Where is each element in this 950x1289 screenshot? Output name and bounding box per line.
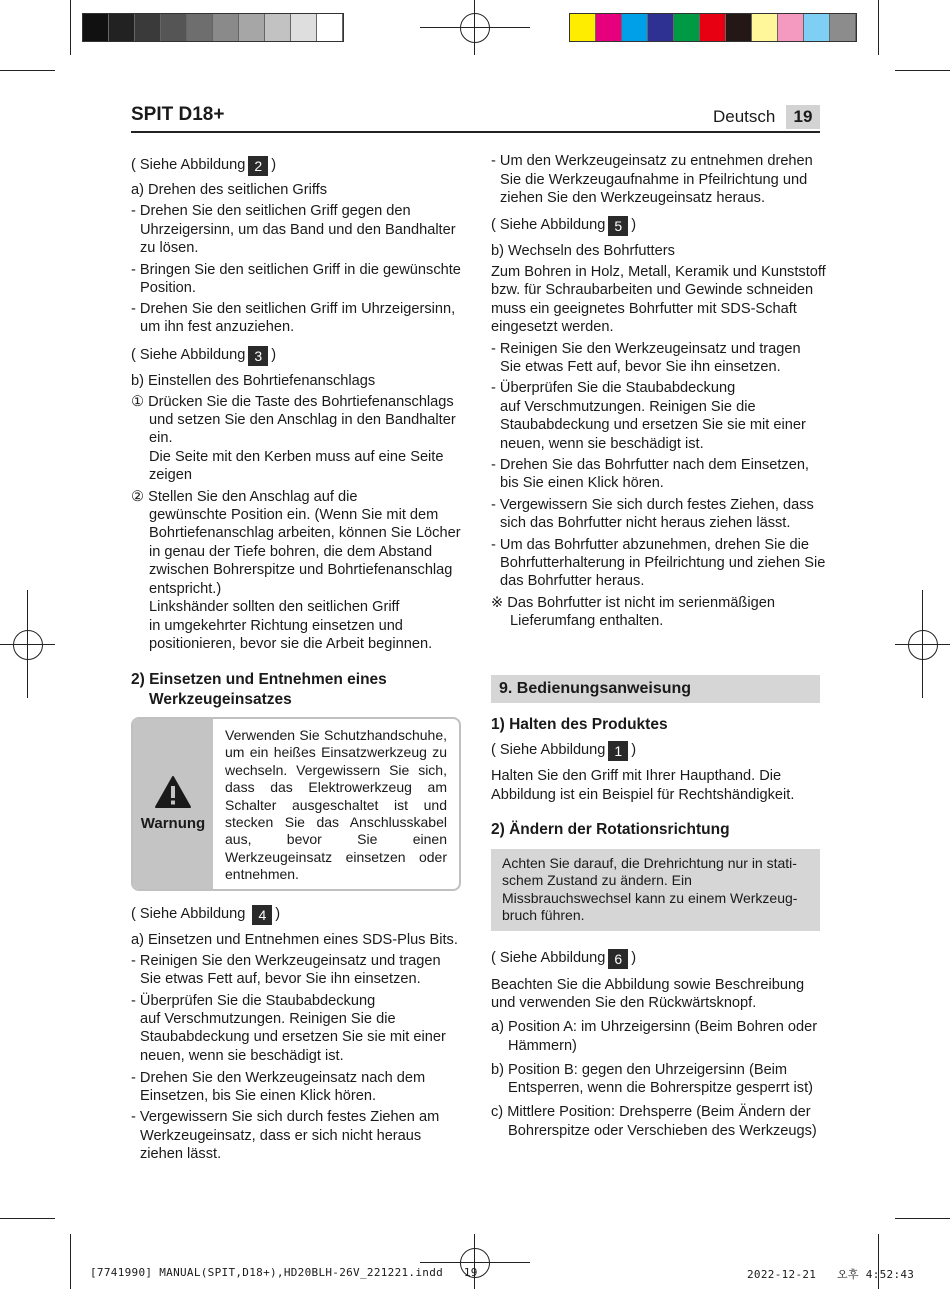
instruction-line: ② Stellen Sie den Anschlag auf die [131, 489, 358, 505]
instruction-line: bis Sie einen Klick hören. [500, 475, 664, 491]
instruction-line: Sie etwas Fett auf, bevor Sie ihn einsetzen. [140, 971, 421, 987]
subsection-title: a) Drehen des seitlichen Griffs [131, 182, 328, 198]
instruction-line: neuen, wenn sie beschädigt ist. [140, 1048, 344, 1064]
instruction-line: zeigen [149, 467, 193, 483]
color-swatch [596, 14, 622, 41]
instruction-line: ein. [149, 430, 173, 446]
warning-label: Warnung [140, 815, 206, 832]
subsection-title: b) Wechseln des Bohrfutters [491, 243, 675, 259]
instruction-line: zwischen Bohrerspitze und Bohrtiefenanschlag [149, 562, 453, 578]
color-swatch [778, 14, 804, 41]
color-swatch [570, 14, 596, 41]
color-swatch [622, 14, 648, 41]
crop-mark [895, 1218, 950, 1219]
body-line: Halten Sie den Griff mit Ihrer Haupthand. Die [491, 768, 782, 784]
section-bar-9 [491, 675, 820, 703]
figure-reference-1: ( Siehe Abbildung 1 ) [491, 742, 637, 759]
section-heading: 2) Einsetzen und Entnehmen eines [131, 671, 387, 688]
instruction-line: Staubabdeckung und ersetzen Sie sie mit einer [140, 1029, 446, 1045]
color-swatch-bar [569, 13, 857, 42]
instruction-line: um ihn fest anzuziehen. [140, 319, 295, 335]
color-swatch [726, 14, 752, 41]
section-heading: 1) Halten des Produktes [491, 716, 668, 733]
crop-mark [70, 1234, 71, 1289]
instruction-line: Staubabdeckung und ersetzen Sie sie mit einer [500, 417, 806, 433]
note-line: Lieferumfang enthalten. [510, 613, 664, 629]
instruction-line: - Überprüfen Sie die Staubabdeckung [131, 993, 376, 1009]
instruction-line: ziehen lässt. [140, 1146, 222, 1162]
instruction-line: und setzen Sie den Anschlag in den Bandhalter [149, 412, 456, 428]
crop-mark [0, 1218, 55, 1219]
instruction-line: - Drehen Sie das Bohrfutter nach dem Einsetzen, [491, 457, 809, 473]
instruction-line: ziehen Sie den Werkzeugeinsatz heraus. [500, 190, 766, 206]
instruction-line: Position. [140, 280, 196, 296]
crop-mark [878, 0, 879, 55]
instruction-line: - Reinigen Sie den Werkzeugeinsatz und tragen [491, 341, 801, 357]
instruction-line: auf Verschmutzungen. Reinigen Sie die [140, 1011, 396, 1027]
instruction-line: zu lösen. [140, 240, 199, 256]
instruction-line: Linkshänder sollten den seitlichen Griff [149, 599, 400, 615]
instruction-line: gewünschte Position ein. (Wenn Sie mit dem [149, 507, 439, 523]
crop-mark [70, 0, 71, 55]
body-line: Abbildung ist ein Beispiel für Rechtshändigkeit. [491, 787, 795, 803]
instruction-line: ① Drücken Sie die Taste des Bohrtiefenanschlags [131, 394, 454, 410]
instruction-line: - Überprüfen Sie die Staubabdeckung [491, 380, 736, 396]
instruction-line: - Drehen Sie den Werkzeugeinsatz nach dem [131, 1070, 426, 1086]
color-swatch [83, 14, 109, 41]
body-line: Zum Bohren in Holz, Metall, Keramik und Kunststoff [491, 264, 826, 280]
color-swatch [135, 14, 161, 41]
note-text: Achten Sie darauf, die Drehrichtung nur in stati-schem Zustand zu ändern. Ein Missbrauchswechsel kann zu einem Werkzeug-bruch führen. [502, 855, 798, 924]
instruction-line: Sie die Werkzeugaufnahme in Pfeilrichtung und [500, 172, 808, 188]
color-swatch [700, 14, 726, 41]
subsection-title: a) Einsetzen und Entnehmen eines SDS-Plus Bits. [131, 932, 458, 948]
body-line: Beachten Sie die Abbildung sowie Beschreibung [491, 977, 805, 993]
color-swatch [161, 14, 187, 41]
instruction-line: - Um das Bohrfutter abzunehmen, drehen Sie die [491, 537, 809, 553]
instruction-line: Werkzeugeinsatz, dass er sich nicht heraus [140, 1128, 422, 1144]
figure-reference-3: ( Siehe Abbildung 3 ) [131, 347, 277, 364]
list-item: Entsperren, wenn die Bohrerspitze gesperrt ist) [508, 1080, 813, 1096]
color-swatch [265, 14, 291, 41]
crop-mark [895, 70, 950, 71]
color-swatch [674, 14, 700, 41]
color-swatch [109, 14, 135, 41]
instruction-line: - Reinigen Sie den Werkzeugeinsatz und tragen [131, 953, 441, 969]
instruction-line: sich das Bohrfutter nicht heraus ziehen lässt. [500, 515, 791, 531]
body-line: eingesetzt werden. [491, 319, 614, 335]
body-line: bzw. für Schraubarbeiten und Gewinde schneiden [491, 282, 814, 298]
registration-mark [908, 630, 938, 660]
figure-reference-6: ( Siehe Abbildung 6 ) [491, 950, 637, 967]
warning-text: Verwenden Sie Schutzhandschuhe, um ein heißes Einsatzwerkzeug zu wechseln. Vergewissern Sie sich, dass das Elektrowerkzeug am Schalter ausgeschaltet ist und stecken Sie das Anschlusskabel aus, bevor Sie einen Werkzeugeinsatz einsetzen oder entnehmen. [225, 727, 447, 883]
instruction-line: - Vergewissern Sie sich durch festes Ziehen am [131, 1109, 440, 1125]
brand-title: SPIT D18+ [131, 104, 225, 125]
note-line: ※ Das Bohrfutter ist nicht im serienmäßigen [491, 595, 775, 611]
figure-reference-5: ( Siehe Abbildung 5 ) [491, 217, 637, 234]
warning-triangle-icon [154, 775, 192, 809]
color-swatch [291, 14, 317, 41]
section-title: 9. Bedienungsanweisung [499, 680, 692, 697]
footer-datetime: 2022-12-21 오후 4:52:43 [747, 1268, 915, 1281]
instruction-line: auf Verschmutzungen. Reinigen Sie die [500, 399, 756, 415]
footer-file-info: [7741990] MANUAL(SPIT,D18+),HD20BLH-26V_221221.indd 19 [90, 1266, 478, 1279]
warning-sidebar [133, 719, 213, 889]
instruction-line: Die Seite mit den Kerben muss auf eine Seite [149, 449, 444, 465]
warning-box [131, 717, 461, 891]
body-line: und verwenden Sie den Rückwärtsknopf. [491, 995, 757, 1011]
list-item: b) Position B: gegen den Uhrzeigersinn (Beim [491, 1062, 788, 1078]
color-swatch [804, 14, 830, 41]
grayscale-swatch-bar [82, 13, 344, 42]
crop-mark [0, 70, 55, 71]
instruction-line: - Um den Werkzeugeinsatz zu entnehmen drehen [491, 153, 813, 169]
instruction-line: neuen, wenn sie beschädigt ist. [500, 436, 704, 452]
instruction-line: Uhrzeigersinn, um das Band und den Bandhalter [140, 222, 456, 238]
list-item: c) Mittlere Position: Drehsperre (Beim Ändern der [491, 1104, 811, 1120]
instruction-line: positionieren, bevor sie die Arbeit beginnen. [149, 636, 433, 652]
instruction-line: Einsetzen, bis Sie einen Klick hören. [140, 1088, 377, 1104]
instruction-line: - Bringen Sie den seitlichen Griff in die gewünschte [131, 262, 461, 278]
list-item: a) Position A: im Uhrzeigersinn (Beim Bohren oder [491, 1019, 818, 1035]
registration-mark [460, 13, 490, 43]
color-swatch [317, 14, 343, 41]
instruction-line: Bohrfutterhalterung in Pfeilrichtung und ziehen Sie [500, 555, 826, 571]
list-item: Hämmern) [508, 1038, 577, 1054]
instruction-line: in umgekehrter Richtung einsetzen und [149, 618, 403, 634]
registration-mark [13, 630, 43, 660]
instruction-line: Bohrtiefenanschlag arbeiten, können Sie Löcher [149, 525, 461, 541]
instruction-line: - Drehen Sie den seitlichen Griff gegen den [131, 203, 411, 219]
color-swatch [213, 14, 239, 41]
instruction-line: in genau der Tiefe bohren, die dem Abstand [149, 544, 433, 560]
color-swatch [752, 14, 778, 41]
instruction-line: - Vergewissern Sie sich durch festes Ziehen, dass [491, 497, 814, 513]
header-rule [131, 131, 820, 133]
section-heading: 2) Ändern der Rotationsrichtung [491, 821, 730, 838]
instruction-line: entspricht.) [149, 581, 222, 597]
body-line: muss ein geeignetes Bohrfutter mit SDS-Schaft [491, 301, 797, 317]
instruction-line: - Drehen Sie den seitlichen Griff im Uhrzeigersinn, [131, 301, 456, 317]
instruction-line: das Bohrfutter heraus. [500, 573, 645, 589]
color-swatch [830, 14, 856, 41]
color-swatch [187, 14, 213, 41]
instruction-line: Sie etwas Fett auf, bevor Sie ihn einsetzen. [500, 359, 781, 375]
section-heading: Werkzeugeinsatzes [149, 691, 292, 708]
note-box [491, 849, 820, 931]
figure-reference-4: ( Siehe Abbildung 4 ) [131, 906, 281, 923]
color-swatch [239, 14, 265, 41]
figure-reference-2: ( Siehe Abbildung 2 ) [131, 157, 277, 174]
page-number: 19 [786, 105, 820, 129]
list-item: Bohrerspitze oder Verschieben des Werkzeugs) [508, 1123, 817, 1139]
subsection-title: b) Einstellen des Bohrtiefenanschlags [131, 373, 376, 389]
color-swatch [648, 14, 674, 41]
language-label: Deutsch [713, 107, 776, 126]
